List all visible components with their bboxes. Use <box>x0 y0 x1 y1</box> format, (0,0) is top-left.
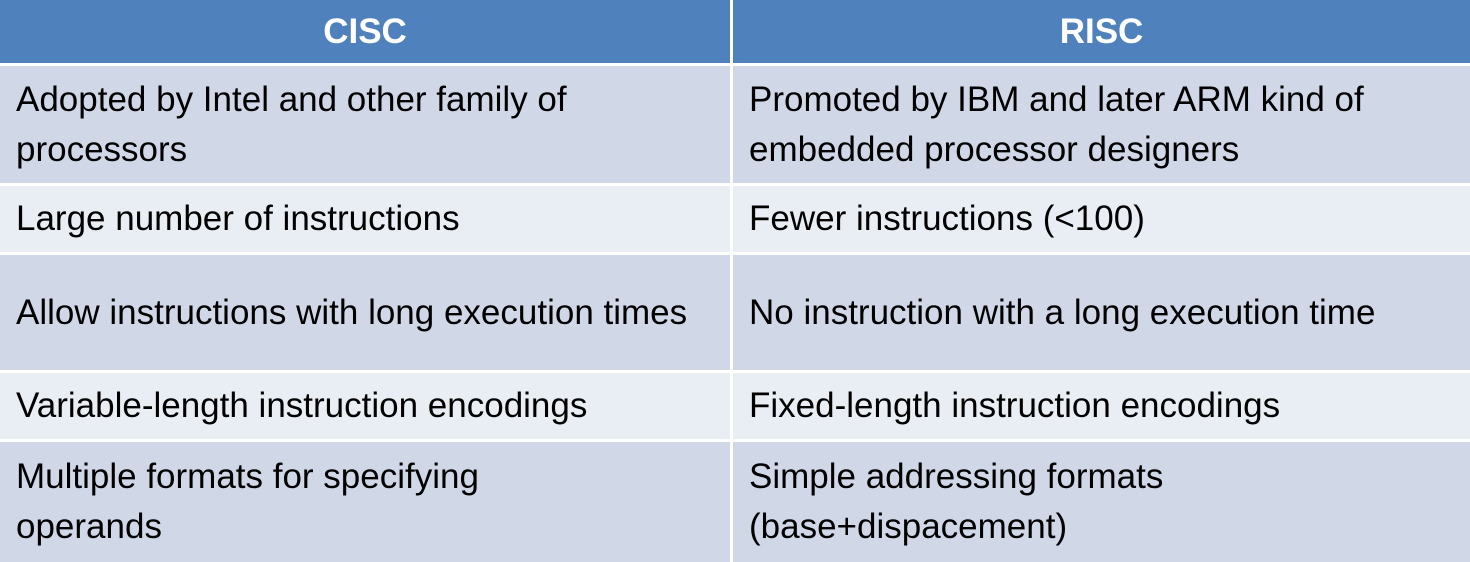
cell-text: Fewer instructions (<100) <box>749 199 1145 238</box>
cell-text: Fixed-length instruction encodings <box>749 386 1281 425</box>
table-cell <box>0 442 733 562</box>
cell-text: Adopted by Intel and other family of processors <box>16 79 567 169</box>
table-cell <box>733 186 1470 255</box>
table-cell <box>0 255 733 373</box>
header-risc <box>733 0 1470 66</box>
cell-text: Variable-length instruction encodings <box>16 386 588 425</box>
cell-text: Promoted by IBM and later ARM kind of embedded processor designers <box>749 79 1364 169</box>
header-risc-label: RISC <box>1059 11 1144 51</box>
cell-text: Simple addressing formats (base+dispacement) <box>749 457 1164 546</box>
cell-text: Large number of instructions <box>16 199 460 238</box>
cell-text: Allow instructions with long execution times <box>16 292 688 332</box>
table-cell <box>0 186 733 255</box>
table-cell <box>0 66 733 186</box>
cell-text: Multiple formats for specifying operands <box>16 457 479 546</box>
header-cisc <box>0 0 733 66</box>
table-cell <box>733 373 1470 442</box>
table-cell <box>733 255 1470 373</box>
table-cell <box>0 373 733 442</box>
cell-text: No instruction with a long execution time <box>749 292 1376 332</box>
header-cisc-label: CISC <box>323 11 407 51</box>
table-cell <box>733 442 1470 562</box>
table-cell <box>733 66 1470 186</box>
